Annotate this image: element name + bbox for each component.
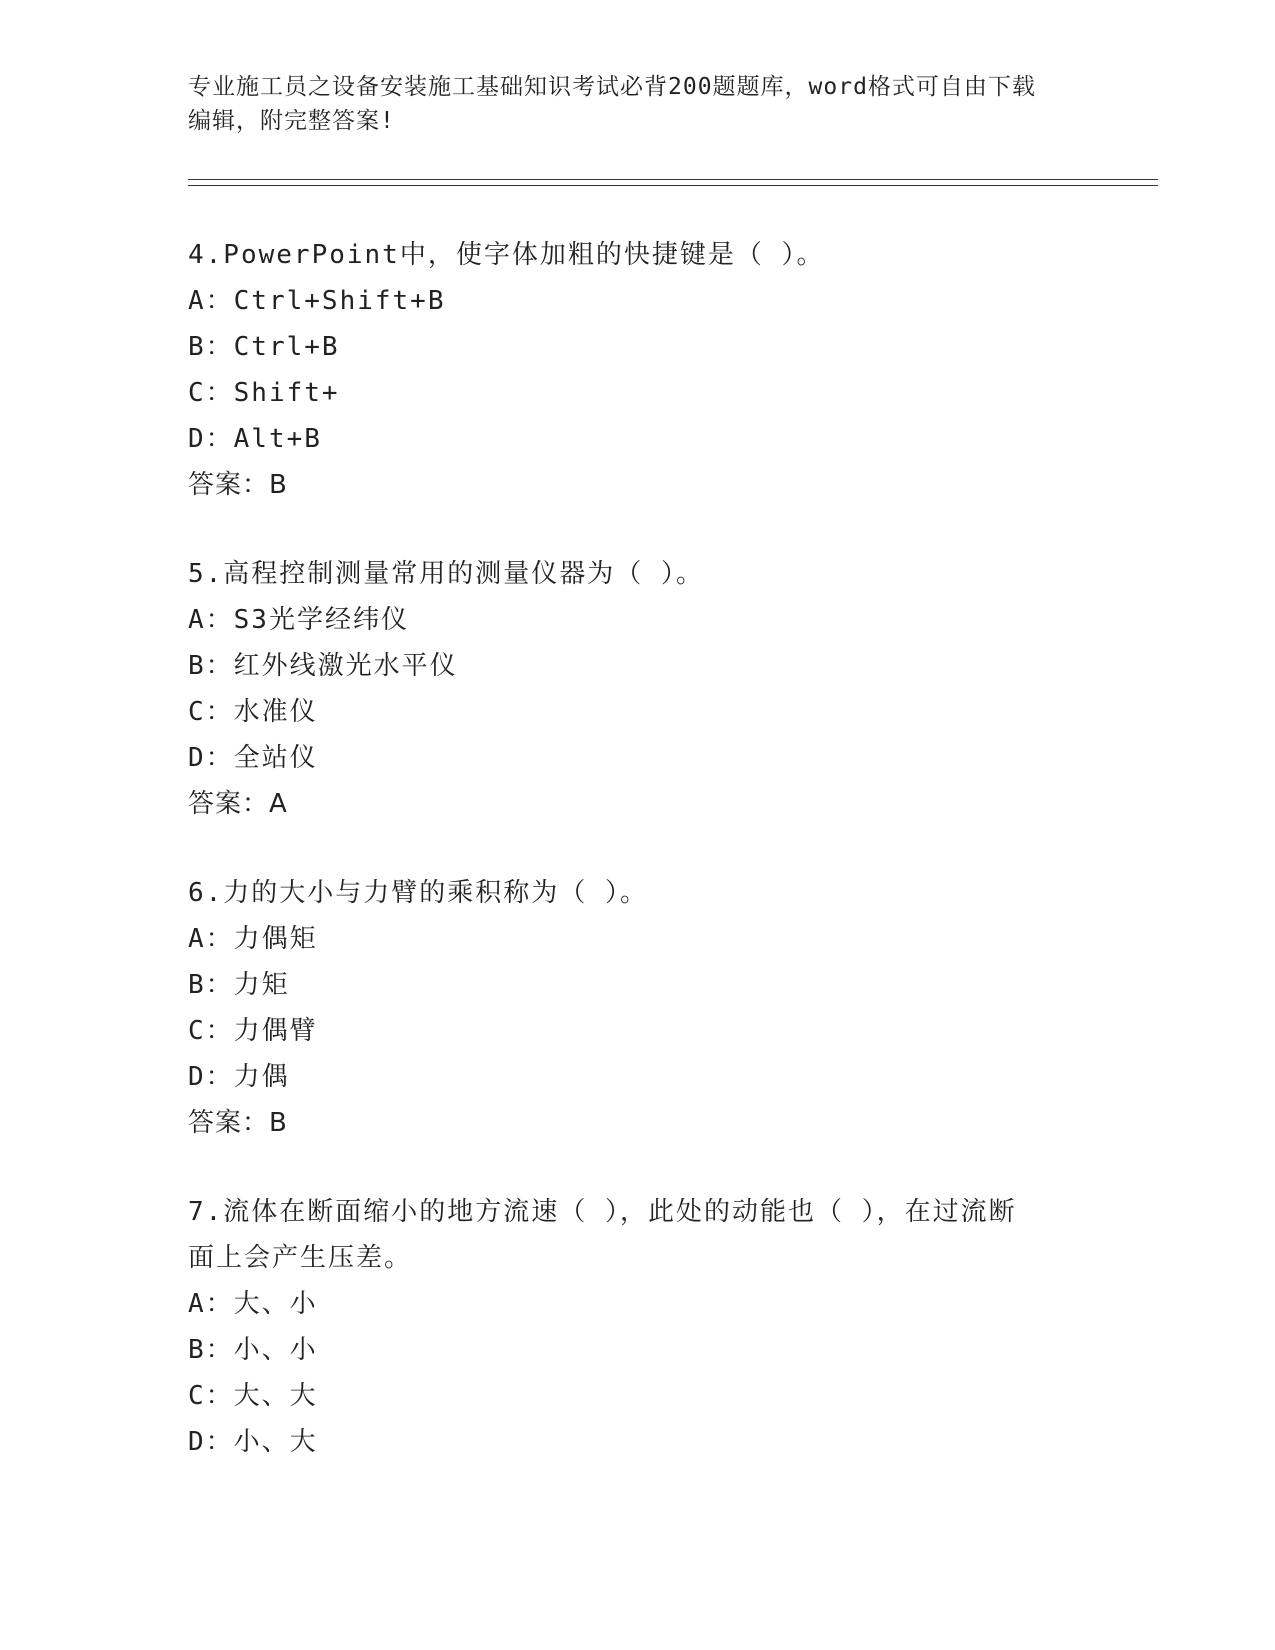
option-a: A：Ctrl+Shift+B <box>188 286 446 316</box>
option-d: D：小、大 <box>188 1427 318 1457</box>
option-c: C：力偶臂 <box>188 1016 318 1046</box>
question-stem-line-1: 7.流体在断面缩小的地方流速（ ），此处的动能也（ ），在过流断 <box>188 1197 1017 1227</box>
option-d: D：Alt+B <box>188 424 322 454</box>
question-7 <box>188 1189 1088 1465</box>
header-line-1: 专业施工员之设备安装施工基础知识考试必背200题题库，word格式可自由下载 <box>188 74 1036 100</box>
option-b: B：小、小 <box>188 1335 318 1365</box>
option-b: B：红外线激光水平仪 <box>188 651 458 681</box>
header-divider-bottom <box>188 185 1158 186</box>
question-stem: 4.PowerPoint中，使字体加粗的快捷键是（ ）。 <box>188 240 825 270</box>
question-stem: 6.力的大小与力臂的乘积称为（ ）。 <box>188 878 648 908</box>
option-a: A：力偶矩 <box>188 924 318 954</box>
document-header <box>188 70 1088 138</box>
option-c: C：水准仪 <box>188 697 318 727</box>
option-d: D：力偶 <box>188 1062 290 1092</box>
question-4 <box>188 232 1088 508</box>
option-a: A：大、小 <box>188 1289 318 1319</box>
option-d: D：全站仪 <box>188 743 318 773</box>
question-stem-line-2: 面上会产生压差。 <box>188 1243 413 1273</box>
answer: 答案：B <box>188 1108 288 1138</box>
option-b: B：力矩 <box>188 970 290 1000</box>
question-stem: 5.高程控制测量常用的测量仪器为（ ）。 <box>188 559 704 589</box>
option-c: C：大、大 <box>188 1381 318 1411</box>
option-c: C：Shift+ <box>188 378 340 408</box>
answer: 答案：A <box>188 789 288 819</box>
option-a: A：S3光学经纬仪 <box>188 605 409 635</box>
header-line-2: 编辑，附完整答案! <box>188 108 395 134</box>
question-5 <box>188 551 1088 827</box>
option-b: B：Ctrl+B <box>188 332 340 362</box>
header-divider-top <box>188 179 1158 180</box>
question-6 <box>188 870 1088 1146</box>
answer: 答案：B <box>188 470 288 500</box>
